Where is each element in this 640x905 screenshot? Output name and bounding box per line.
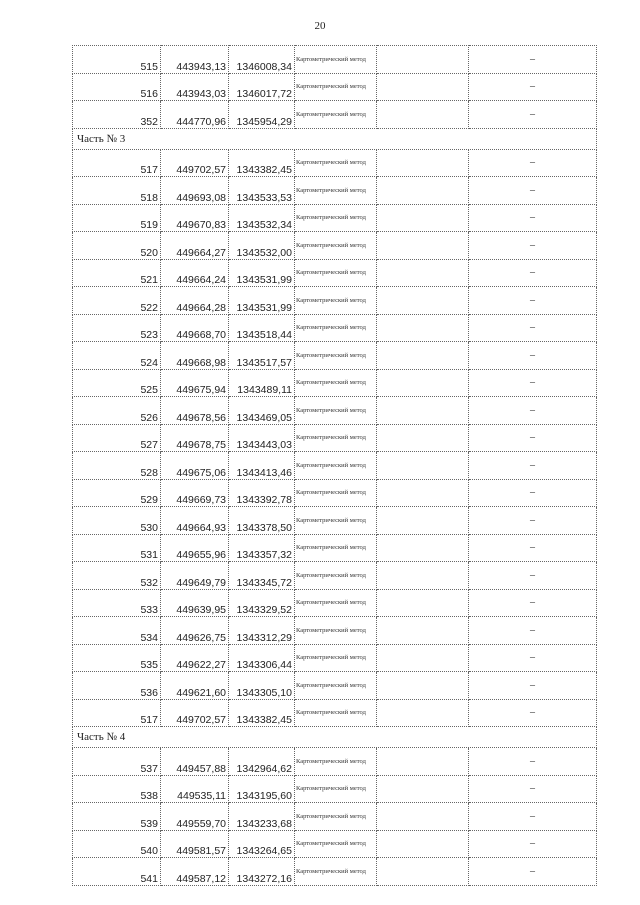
table-row xyxy=(73,748,597,776)
y-coordinate-cell: 1345954,29 xyxy=(229,101,295,129)
y-coordinate-cell: 1343382,45 xyxy=(229,149,295,177)
y-coordinate-cell: 1343357,32 xyxy=(229,534,295,562)
coordinates-table-body xyxy=(73,46,597,886)
y-coordinate-cell: 1343532,34 xyxy=(229,204,295,232)
point-number-cell: 517 xyxy=(73,699,161,727)
x-coordinate-cell: 449678,75 xyxy=(161,424,229,452)
empty-cell xyxy=(377,424,469,452)
method-cell: Картометрический метод xyxy=(295,424,377,452)
point-number-cell: 529 xyxy=(73,479,161,507)
y-coordinate-cell: 1343345,72 xyxy=(229,562,295,590)
method-cell: Картометрический метод xyxy=(295,46,377,74)
empty-cell xyxy=(377,46,469,74)
error-cell: – xyxy=(469,589,597,617)
empty-cell xyxy=(377,699,469,727)
y-coordinate-cell: 1343532,00 xyxy=(229,232,295,260)
error-cell: – xyxy=(469,397,597,425)
section-header-row xyxy=(73,128,597,149)
error-cell: – xyxy=(469,644,597,672)
table-row xyxy=(73,534,597,562)
table-row xyxy=(73,803,597,831)
point-number-cell: 524 xyxy=(73,342,161,370)
point-number-cell: 527 xyxy=(73,424,161,452)
y-coordinate-cell: 1346017,72 xyxy=(229,73,295,101)
x-coordinate-cell: 449639,95 xyxy=(161,589,229,617)
y-coordinate-cell: 1343264,65 xyxy=(229,830,295,858)
table-row xyxy=(73,149,597,177)
error-cell: – xyxy=(469,177,597,205)
table-row xyxy=(73,73,597,101)
empty-cell xyxy=(377,479,469,507)
empty-cell xyxy=(377,149,469,177)
method-cell: Картометрический метод xyxy=(295,342,377,370)
empty-cell xyxy=(377,830,469,858)
point-number-cell: 532 xyxy=(73,562,161,590)
error-cell: – xyxy=(469,149,597,177)
y-coordinate-cell: 1343531,99 xyxy=(229,287,295,315)
table-row xyxy=(73,369,597,397)
x-coordinate-cell: 443943,13 xyxy=(161,46,229,74)
method-cell: Картометрический метод xyxy=(295,775,377,803)
x-coordinate-cell: 449664,93 xyxy=(161,507,229,535)
method-cell: Картометрический метод xyxy=(295,830,377,858)
empty-cell xyxy=(377,287,469,315)
x-coordinate-cell: 449649,79 xyxy=(161,562,229,590)
error-cell: – xyxy=(469,699,597,727)
empty-cell xyxy=(377,562,469,590)
table-row xyxy=(73,562,597,590)
table-row xyxy=(73,46,597,74)
x-coordinate-cell: 449675,06 xyxy=(161,452,229,480)
error-cell: – xyxy=(469,424,597,452)
error-cell: – xyxy=(469,46,597,74)
y-coordinate-cell: 1343378,50 xyxy=(229,507,295,535)
y-coordinate-cell: 1343329,52 xyxy=(229,589,295,617)
method-cell: Картометрический метод xyxy=(295,452,377,480)
x-coordinate-cell: 449457,88 xyxy=(161,748,229,776)
x-coordinate-cell: 449621,60 xyxy=(161,672,229,700)
x-coordinate-cell: 449626,75 xyxy=(161,617,229,645)
x-coordinate-cell: 449668,70 xyxy=(161,314,229,342)
point-number-cell: 523 xyxy=(73,314,161,342)
table-row xyxy=(73,287,597,315)
point-number-cell: 518 xyxy=(73,177,161,205)
table-row xyxy=(73,101,597,129)
x-coordinate-cell: 449581,57 xyxy=(161,830,229,858)
x-coordinate-cell: 449655,96 xyxy=(161,534,229,562)
point-number-cell: 517 xyxy=(73,149,161,177)
point-number-cell: 515 xyxy=(73,46,161,74)
error-cell: – xyxy=(469,562,597,590)
method-cell: Картометрический метод xyxy=(295,177,377,205)
x-coordinate-cell: 449622,27 xyxy=(161,644,229,672)
empty-cell xyxy=(377,452,469,480)
y-coordinate-cell: 1343233,68 xyxy=(229,803,295,831)
y-coordinate-cell: 1343272,16 xyxy=(229,858,295,886)
point-number-cell: 519 xyxy=(73,204,161,232)
x-coordinate-cell: 449664,28 xyxy=(161,287,229,315)
error-cell: – xyxy=(469,73,597,101)
error-cell: – xyxy=(469,479,597,507)
x-coordinate-cell: 444770,96 xyxy=(161,101,229,129)
point-number-cell: 520 xyxy=(73,232,161,260)
point-number-cell: 534 xyxy=(73,617,161,645)
table-row xyxy=(73,589,597,617)
y-coordinate-cell: 1346008,34 xyxy=(229,46,295,74)
method-cell: Картометрический метод xyxy=(295,644,377,672)
point-number-cell: 526 xyxy=(73,397,161,425)
table-row xyxy=(73,507,597,535)
empty-cell xyxy=(377,858,469,886)
point-number-cell: 538 xyxy=(73,775,161,803)
empty-cell xyxy=(377,672,469,700)
table-row xyxy=(73,699,597,727)
empty-cell xyxy=(377,748,469,776)
table-row xyxy=(73,397,597,425)
x-coordinate-cell: 449668,98 xyxy=(161,342,229,370)
method-cell: Картометрический метод xyxy=(295,314,377,342)
y-coordinate-cell: 1343489,11 xyxy=(229,369,295,397)
error-cell: – xyxy=(469,287,597,315)
method-cell: Картометрический метод xyxy=(295,204,377,232)
x-coordinate-cell: 449693,08 xyxy=(161,177,229,205)
error-cell: – xyxy=(469,617,597,645)
table-row xyxy=(73,858,597,886)
empty-cell xyxy=(377,775,469,803)
coordinates-table xyxy=(72,45,597,886)
x-coordinate-cell: 443943,03 xyxy=(161,73,229,101)
error-cell: – xyxy=(469,369,597,397)
method-cell: Картометрический метод xyxy=(295,562,377,590)
method-cell: Картометрический метод xyxy=(295,617,377,645)
y-coordinate-cell: 1343469,05 xyxy=(229,397,295,425)
table-row xyxy=(73,830,597,858)
x-coordinate-cell: 449702,57 xyxy=(161,149,229,177)
method-cell: Картометрический метод xyxy=(295,287,377,315)
table-row xyxy=(73,177,597,205)
method-cell: Картометрический метод xyxy=(295,397,377,425)
method-cell: Картометрический метод xyxy=(295,73,377,101)
x-coordinate-cell: 449670,83 xyxy=(161,204,229,232)
empty-cell xyxy=(377,73,469,101)
point-number-cell: 537 xyxy=(73,748,161,776)
y-coordinate-cell: 1343518,44 xyxy=(229,314,295,342)
y-coordinate-cell: 1343443,03 xyxy=(229,424,295,452)
y-coordinate-cell: 1343413,46 xyxy=(229,452,295,480)
y-coordinate-cell: 1343392,78 xyxy=(229,479,295,507)
x-coordinate-cell: 449702,57 xyxy=(161,699,229,727)
point-number-cell: 352 xyxy=(73,101,161,129)
x-coordinate-cell: 449678,56 xyxy=(161,397,229,425)
point-number-cell: 528 xyxy=(73,452,161,480)
empty-cell xyxy=(377,232,469,260)
x-coordinate-cell: 449535,11 xyxy=(161,775,229,803)
method-cell: Картометрический метод xyxy=(295,858,377,886)
method-cell: Картометрический метод xyxy=(295,479,377,507)
empty-cell xyxy=(377,617,469,645)
method-cell: Картометрический метод xyxy=(295,259,377,287)
method-cell: Картометрический метод xyxy=(295,101,377,129)
error-cell: – xyxy=(469,342,597,370)
empty-cell xyxy=(377,259,469,287)
x-coordinate-cell: 449675,94 xyxy=(161,369,229,397)
error-cell: – xyxy=(469,858,597,886)
point-number-cell: 539 xyxy=(73,803,161,831)
empty-cell xyxy=(377,507,469,535)
error-cell: – xyxy=(469,803,597,831)
y-coordinate-cell: 1342964,62 xyxy=(229,748,295,776)
x-coordinate-cell: 449587,12 xyxy=(161,858,229,886)
method-cell: Картометрический метод xyxy=(295,232,377,260)
error-cell: – xyxy=(469,534,597,562)
empty-cell xyxy=(377,803,469,831)
table-row xyxy=(73,424,597,452)
method-cell: Картометрический метод xyxy=(295,507,377,535)
point-number-cell: 540 xyxy=(73,830,161,858)
method-cell: Картометрический метод xyxy=(295,149,377,177)
point-number-cell: 522 xyxy=(73,287,161,315)
table-row xyxy=(73,342,597,370)
empty-cell xyxy=(377,534,469,562)
point-number-cell: 531 xyxy=(73,534,161,562)
method-cell: Картометрический метод xyxy=(295,699,377,727)
error-cell: – xyxy=(469,259,597,287)
error-cell: – xyxy=(469,775,597,803)
error-cell: – xyxy=(469,452,597,480)
method-cell: Картометрический метод xyxy=(295,672,377,700)
table-row xyxy=(73,672,597,700)
method-cell: Картометрический метод xyxy=(295,534,377,562)
page-number: 20 xyxy=(314,20,326,32)
section-label: Часть № 4 xyxy=(73,727,597,748)
section-header-row xyxy=(73,727,597,748)
method-cell: Картометрический метод xyxy=(295,748,377,776)
table-row xyxy=(73,259,597,287)
error-cell: – xyxy=(469,314,597,342)
y-coordinate-cell: 1343312,29 xyxy=(229,617,295,645)
point-number-cell: 536 xyxy=(73,672,161,700)
table-row xyxy=(73,644,597,672)
empty-cell xyxy=(377,204,469,232)
error-cell: – xyxy=(469,507,597,535)
empty-cell xyxy=(377,369,469,397)
y-coordinate-cell: 1343305,10 xyxy=(229,672,295,700)
empty-cell xyxy=(377,644,469,672)
point-number-cell: 516 xyxy=(73,73,161,101)
error-cell: – xyxy=(469,748,597,776)
point-number-cell: 541 xyxy=(73,858,161,886)
table-row xyxy=(73,232,597,260)
error-cell: – xyxy=(469,232,597,260)
method-cell: Картометрический метод xyxy=(295,369,377,397)
method-cell: Картометрический метод xyxy=(295,589,377,617)
empty-cell xyxy=(377,314,469,342)
y-coordinate-cell: 1343531,99 xyxy=(229,259,295,287)
point-number-cell: 530 xyxy=(73,507,161,535)
empty-cell xyxy=(377,101,469,129)
table-row xyxy=(73,204,597,232)
y-coordinate-cell: 1343195,60 xyxy=(229,775,295,803)
error-cell: – xyxy=(469,204,597,232)
table-row xyxy=(73,479,597,507)
x-coordinate-cell: 449669,73 xyxy=(161,479,229,507)
table-row xyxy=(73,314,597,342)
empty-cell xyxy=(377,342,469,370)
error-cell: – xyxy=(469,101,597,129)
table-row xyxy=(73,617,597,645)
empty-cell xyxy=(377,177,469,205)
y-coordinate-cell: 1343306,44 xyxy=(229,644,295,672)
point-number-cell: 525 xyxy=(73,369,161,397)
point-number-cell: 533 xyxy=(73,589,161,617)
y-coordinate-cell: 1343517,57 xyxy=(229,342,295,370)
point-number-cell: 535 xyxy=(73,644,161,672)
x-coordinate-cell: 449664,27 xyxy=(161,232,229,260)
y-coordinate-cell: 1343533,53 xyxy=(229,177,295,205)
empty-cell xyxy=(377,397,469,425)
error-cell: – xyxy=(469,672,597,700)
point-number-cell: 521 xyxy=(73,259,161,287)
table-row xyxy=(73,452,597,480)
method-cell: Картометрический метод xyxy=(295,803,377,831)
x-coordinate-cell: 449664,24 xyxy=(161,259,229,287)
empty-cell xyxy=(377,589,469,617)
table-row xyxy=(73,775,597,803)
y-coordinate-cell: 1343382,45 xyxy=(229,699,295,727)
error-cell: – xyxy=(469,830,597,858)
x-coordinate-cell: 449559,70 xyxy=(161,803,229,831)
section-label: Часть № 3 xyxy=(73,128,597,149)
